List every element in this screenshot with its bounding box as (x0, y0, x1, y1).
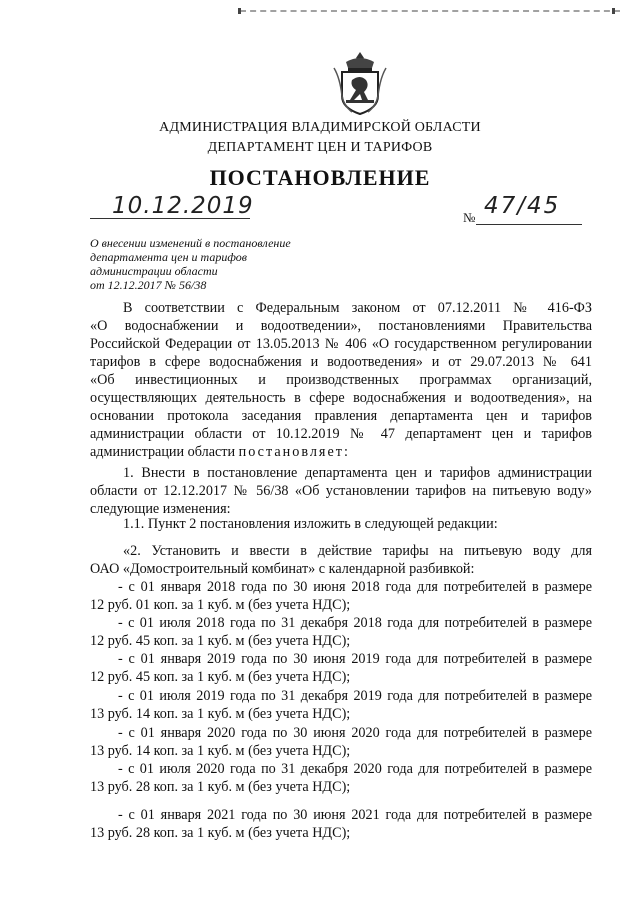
tariff-period: - с 01 января 2021 года по 30 июня 2021 года для потребителей в размере (118, 807, 592, 823)
tariff-rate: 12 руб. 45 коп. за 1 куб. м (без учета НДС); (90, 633, 351, 649)
tariff-rate: 13 руб. 28 коп. за 1 куб. м (без учета НДС); (90, 825, 351, 841)
item-1-line: области от 12.12.2017 № 56/38 «Об установлении тарифов на питьевую воду» (90, 483, 592, 499)
tariff-rate: 13 руб. 28 коп. за 1 куб. м (без учета НДС); (90, 779, 351, 795)
preamble-line: Российской Федерации от 13.05.2013 № 406 «О государственном регулировании (90, 336, 592, 352)
document-title: ПОСТАНОВЛЕНИЕ (209, 165, 431, 190)
subject-line: О внесении изменений в постановление (90, 236, 291, 250)
tariff-period: - с 01 июля 2020 года по 31 декабря 2020 года для потребителей в размере (118, 761, 592, 777)
tariff-item (90, 724, 592, 760)
subject-line: администрации области (90, 264, 218, 278)
scan-mark (238, 8, 241, 14)
item-2-line: «2. Установить и ввести в действие тарифы на питьевую воду для (123, 543, 592, 559)
preamble-line: администрации области от 10.12.2019 № 47 департамент цен и тарифов (90, 426, 592, 442)
preamble-line: тарифов в сфере водоснабжения и водоотведения» и от 29.07.2013 № 641 (90, 354, 592, 370)
handwritten-number: 47/45 (484, 193, 561, 219)
preamble-last-line (90, 443, 592, 461)
tariff-period: - с 01 января 2018 года по 30 июня 2018 года для потребителей в размере (118, 579, 592, 595)
subject-line: от 12.12.2017 № 56/38 (90, 278, 207, 292)
tariff-item (90, 614, 592, 650)
tariff-item (90, 650, 592, 686)
preamble-line: администрации области (90, 444, 236, 460)
item-2-paragraph (90, 542, 592, 578)
tariff-rate: 12 руб. 45 коп. за 1 куб. м (без учета НДС); (90, 669, 351, 685)
preamble-line: осуществляющих деятельность в сфере водоснабжения и водоотведения», на (90, 390, 592, 406)
preamble-line: основании протокола заседания правления департамента цен и тарифов (90, 408, 592, 424)
tariff-item (90, 578, 592, 614)
resolves-word: постановляет: (238, 444, 350, 460)
scan-top-rule (240, 10, 620, 12)
tariff-item (90, 806, 592, 842)
item-1-1-line: 1.1. Пункт 2 постановления изложить в следующей редакции: (123, 516, 498, 532)
department-name: ДЕПАРТАМЕНТ ЦЕН И ТАРИФОВ (207, 140, 433, 155)
item-1-paragraph (90, 464, 592, 518)
tariff-item (90, 760, 592, 796)
preamble-paragraph (90, 299, 592, 461)
document-subject (90, 236, 320, 292)
preamble-line: «Об инвестиционных и производственных программах организаций, (90, 372, 592, 388)
item-1-1-paragraph (123, 515, 592, 533)
preamble-line: В соответствии с Федеральным законом от 07.12.2011 № 416-ФЗ (123, 300, 592, 316)
tariff-rate: 13 руб. 14 коп. за 1 куб. м (без учета НДС); (90, 743, 351, 759)
preamble-line: «О водоснабжении и водоотведении», постановлениями Правительства (90, 318, 592, 334)
date-underline (90, 218, 250, 219)
number-label: № (463, 210, 476, 225)
tariff-rate: 13 руб. 14 коп. за 1 куб. м (без учета НДС); (90, 706, 351, 722)
tariff-rate: 12 руб. 01 коп. за 1 куб. м (без учета НДС); (90, 597, 351, 613)
item-2-line: ОАО «Домостроительный комбинат» с календарной разбивкой: (90, 561, 475, 577)
tariff-period: - с 01 июля 2019 года по 31 декабря 2019 года для потребителей в размере (118, 688, 592, 704)
tariff-period: - с 01 июля 2018 года по 31 декабря 2018 года для потребителей в размере (118, 615, 592, 631)
subject-line: департамента цен и тарифов (90, 250, 247, 264)
organization-name: АДМИНИСТРАЦИЯ ВЛАДИМИРСКОЙ ОБЛАСТИ (159, 120, 481, 135)
tariff-period: - с 01 января 2020 года по 30 июня 2020 года для потребителей в размере (118, 725, 592, 741)
coat-of-arms-emblem (332, 50, 388, 116)
tariff-item (90, 687, 592, 723)
item-1-line: следующие изменения: (90, 501, 231, 517)
scan-mark (612, 8, 615, 14)
handwritten-date: 10.12.2019 (112, 193, 254, 219)
number-underline (476, 224, 582, 225)
tariff-period: - с 01 января 2019 года по 30 июня 2019 года для потребителей в размере (118, 651, 592, 667)
item-1-line: 1. Внести в постановление департамента цен и тарифов администрации (123, 465, 592, 481)
